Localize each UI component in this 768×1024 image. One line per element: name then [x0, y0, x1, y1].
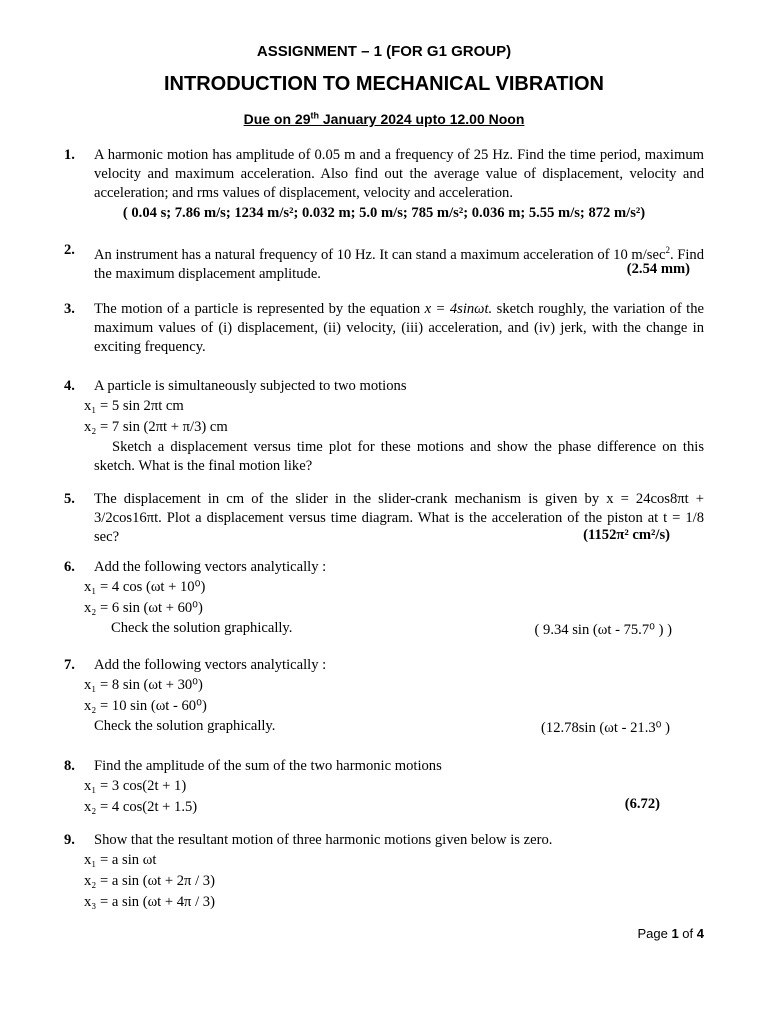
equation-2: x₂ = 10 sin (ωt - 60⁰) — [84, 698, 207, 714]
question-text-2: Sketch a displacement versus time plot for these motions and show the phase difference on this sketch. What is the final motion like? — [94, 439, 704, 474]
question-number: 2. — [64, 242, 75, 258]
answer: (12.78sin (ωt - 21.3⁰ ) — [541, 720, 670, 736]
question-text: Find the amplitude of the sum of the two harmonic motions — [94, 758, 442, 774]
document-title: INTRODUCTION TO MECHANICAL VIBRATION — [164, 73, 604, 95]
question-number: 6. — [64, 559, 75, 575]
answer: (1152π² cm²/s) — [583, 527, 670, 543]
answer: (2.54 mm) — [626, 261, 690, 277]
question-3 — [64, 300, 704, 357]
question-number: 5. — [64, 491, 75, 507]
equation-1: x₁ = 5 sin 2πt cm — [84, 398, 184, 414]
question-2 — [64, 241, 704, 284]
question-number: 9. — [64, 832, 75, 848]
due-sup: th — [310, 110, 319, 120]
question-text: The displacement in cm of the slider in the slider-crank mechanism is given by x = 24cos8πt + 3/2cos16πt. Plot a displacement versus time diagram. What is the acceleration of the piston at t = 1/8 sec? — [94, 491, 704, 545]
question-8 — [64, 757, 704, 818]
question-text: A particle is simultaneously subjected to two motions — [94, 378, 407, 394]
due-date — [0, 110, 768, 127]
assignment-heading: ASSIGNMENT – 1 (FOR G1 GROUP) — [256, 43, 512, 60]
question-1 — [64, 146, 704, 223]
question-text: A harmonic motion has amplitude of 0.05 m and a frequency of 25 Hz. Find the time period, maximum velocity and maximum acceleration. Also find out the average value of displacement, velocity and acceleration; and rms values of displacement, velocity and acceleration. — [94, 147, 704, 201]
question-number: 8. — [64, 758, 75, 774]
question-7 — [64, 656, 704, 736]
equation-1: x₁ = 8 sin (ωt + 30⁰) — [84, 677, 203, 693]
equation-2: x₂ = 7 sin (2πt + π/3) cm — [84, 419, 228, 435]
equation-1: x₁ = 3 cos(2t + 1) — [84, 778, 187, 794]
question-6 — [64, 558, 704, 638]
equation-1: x₁ = 4 cos (ωt + 10⁰) — [84, 579, 206, 595]
equation-2: x₂ = 4 cos(2t + 1.5) — [84, 799, 198, 815]
question-text: An instrument has a natural frequency of 10 Hz. It can stand a maximum acceleration of 10 $m/\sec^2$. Find the maximum displacement amplitude. — [94, 245, 705, 282]
question-number: 7. — [64, 657, 75, 673]
answer: (6.72) — [624, 796, 660, 812]
question-text: Add the following vectors analytically : — [94, 657, 327, 673]
answer: ( 9.34 sin (ωt - 75.7⁰ ) ) — [534, 622, 672, 638]
question-number: 3. — [64, 301, 75, 317]
question-number: 1. — [64, 147, 75, 163]
equation-1: x₁ = a sin ωt — [84, 852, 157, 868]
due-suffix: January 2024 upto 12.00 Noon — [319, 110, 525, 127]
answer: ( 0.04 s; 7.86 m/s; 1234 m/s²; 0.032 m; 5.0 m/s; 785 m/s²; 0.036 m; 5.55 m/s; 872 m/s²) — [122, 205, 646, 221]
check-text: Check the solution graphically. — [94, 718, 276, 734]
question-text: The motion of a particle is represented by the equation x = 4sinωt. sketch roughly, the variation of the maximum values of (i) displacement, (ii) velocity, (iii) acceleration, and (iv) jerk, with the change in exciting frequency. — [94, 301, 704, 355]
equation-2: x₂ = 6 sin (ωt + 60⁰) — [84, 600, 203, 616]
check-text: Check the solution graphically. — [111, 620, 293, 636]
question-4 — [64, 377, 704, 476]
due-prefix: Due on 29 — [243, 110, 311, 127]
equation-3: x₃ = a sin (ωt + 4π / 3) — [84, 894, 215, 910]
question-5 — [64, 490, 704, 547]
equation: x = 4sinωt. — [424, 301, 493, 317]
question-text: Show that the resultant motion of three harmonic motions given below is zero. — [94, 832, 553, 848]
question-number: 4. — [64, 378, 75, 394]
page-indicator: Page 1 of 4 — [637, 926, 704, 941]
question-text: Add the following vectors analytically : — [94, 559, 327, 575]
question-9 — [64, 831, 704, 913]
equation-2: x₂ = a sin (ωt + 2π / 3) — [84, 873, 215, 889]
equation: x = 24cos8πt + 3/2cos16πt — [94, 491, 704, 526]
